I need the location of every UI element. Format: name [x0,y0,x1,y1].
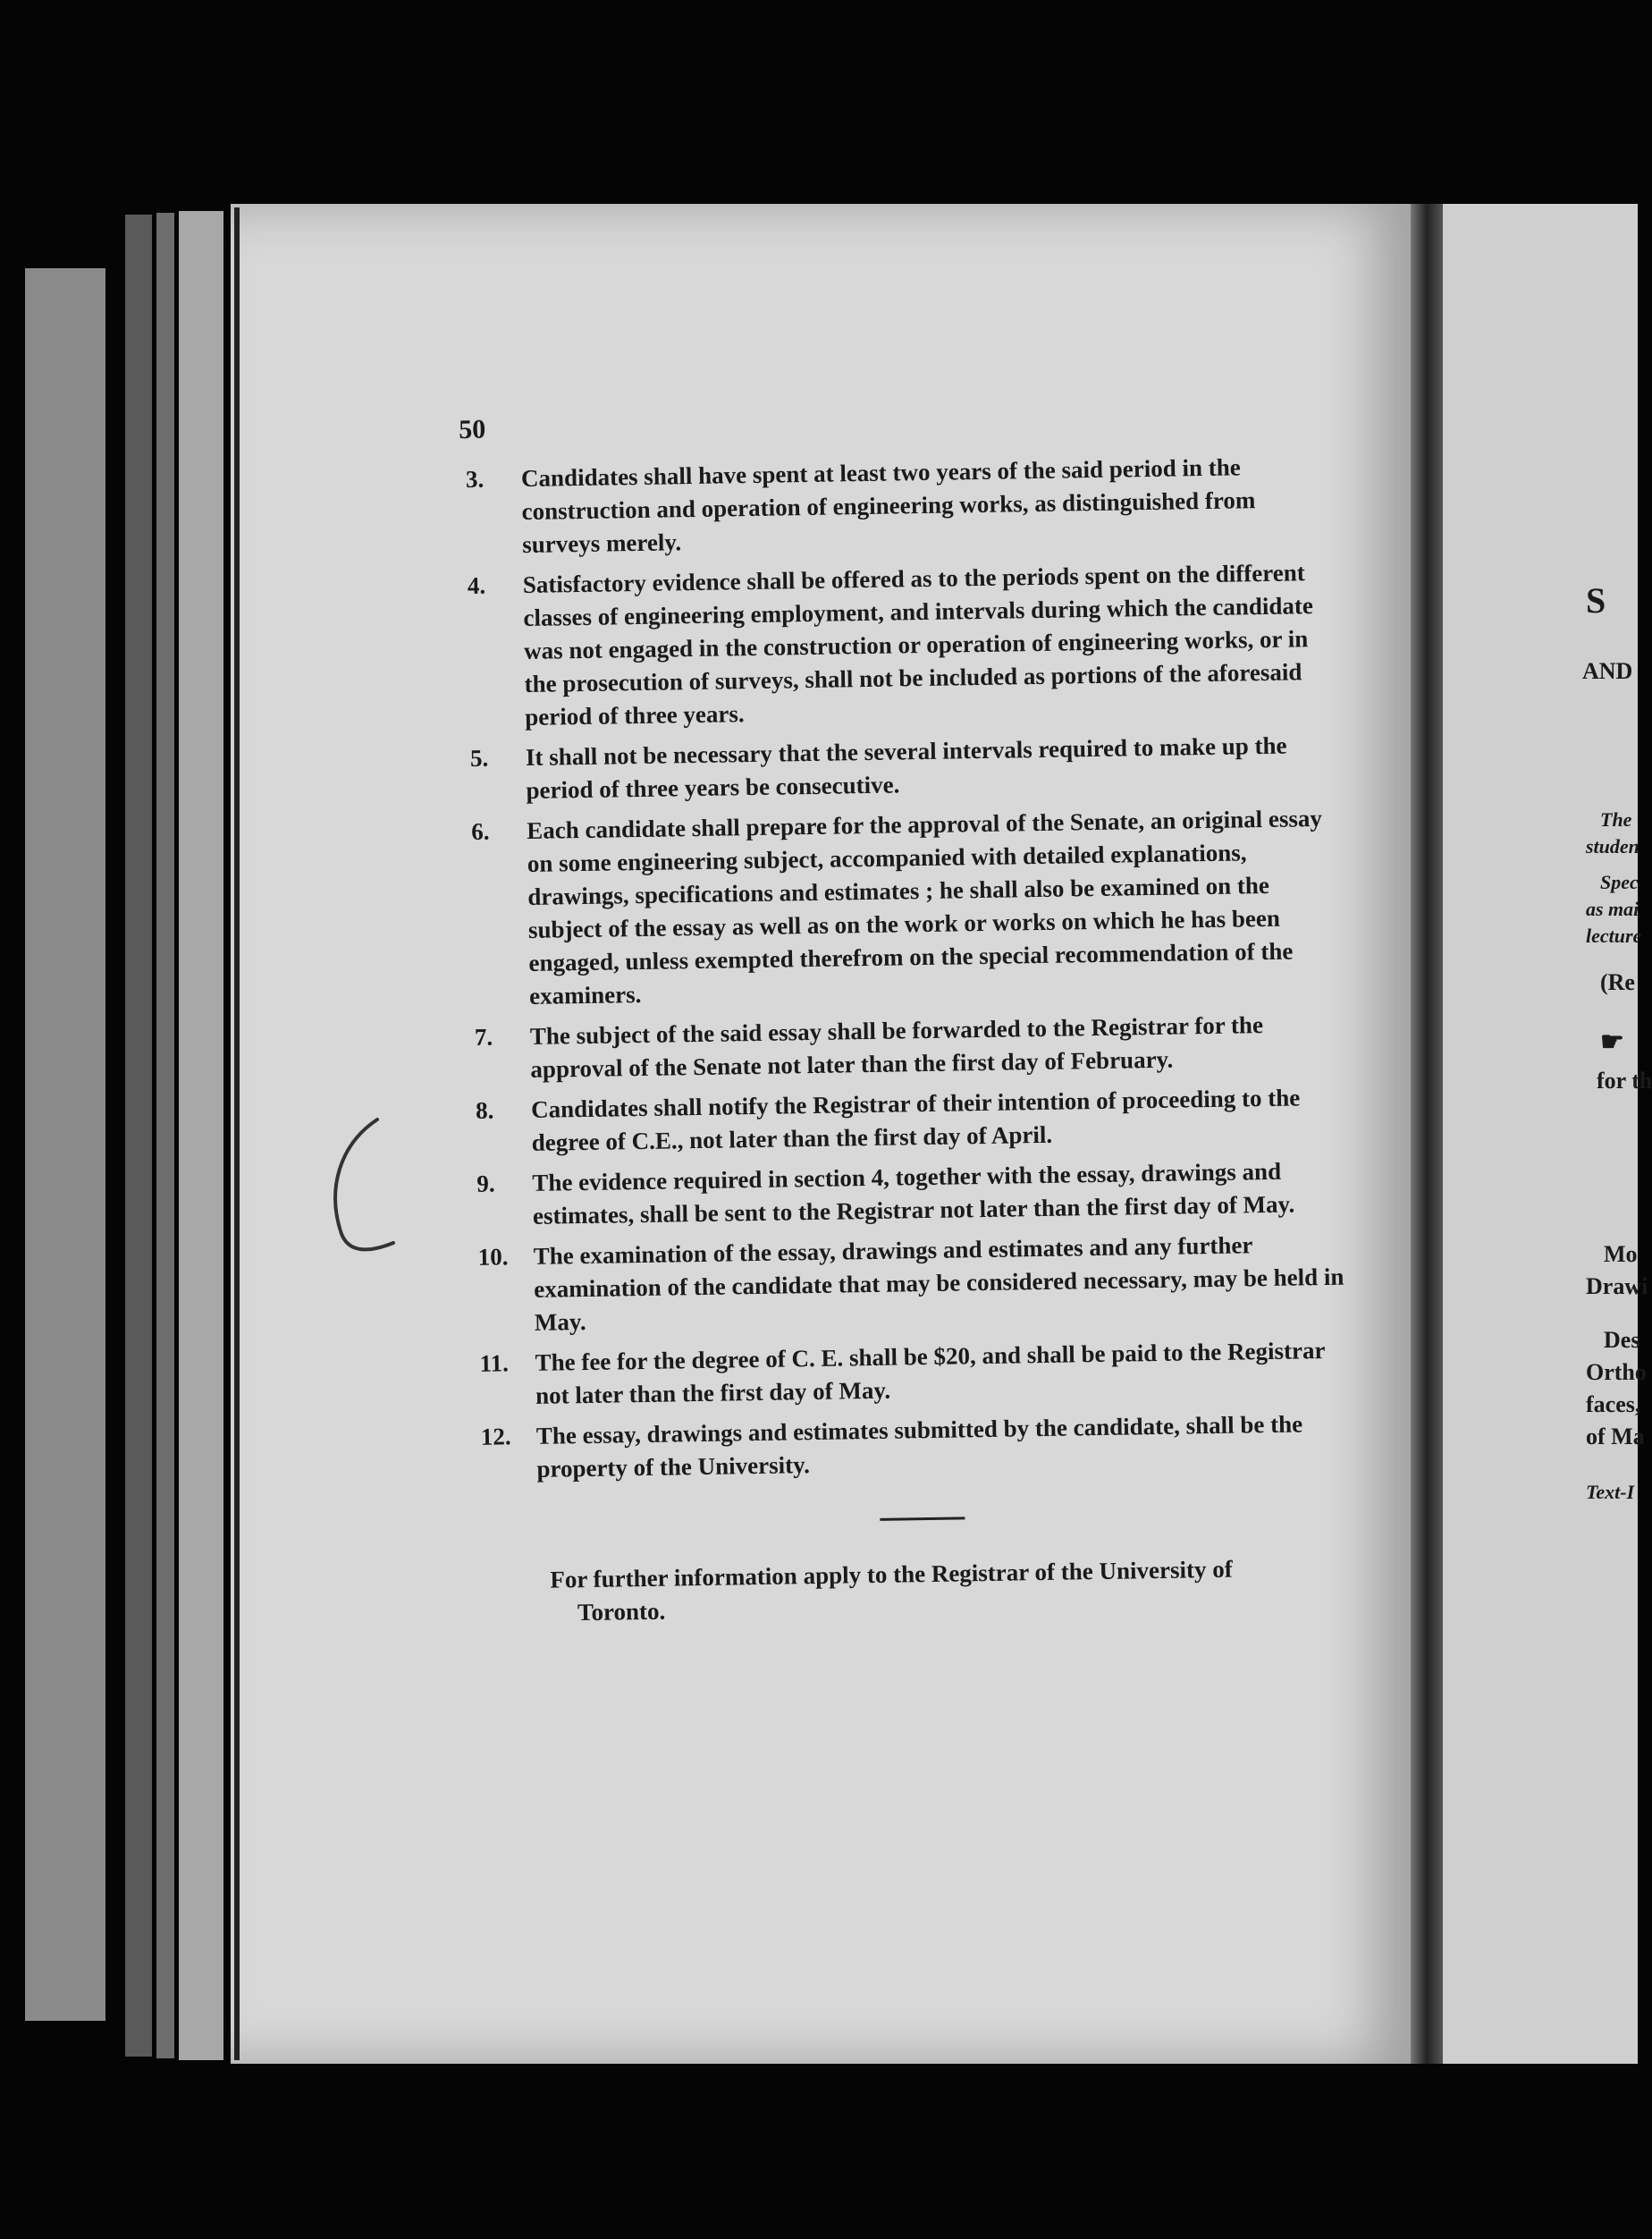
item-number: 9. [476,1170,495,1197]
facing-text-fragment: (Re [1600,969,1635,995]
page-number: 50 [458,414,486,445]
list-item [477,1228,1346,1340]
page-stack-edge [125,215,152,2057]
item-number: 5. [469,744,489,772]
item-number: 11. [479,1349,510,1377]
facing-text-fragment: studen [1586,835,1639,858]
list-item [476,1081,1344,1161]
item-text: The essay, drawings and estimates submitted by the candidate, shall be the property of the University. [535,1410,1303,1483]
facing-text-fragment: lecture [1586,925,1642,947]
facing-text-fragment: of Ma [1586,1424,1645,1449]
facing-page-fragment: S AND The studen Spec as mai lecture (Re ☛ for th Mo Drawi Des Ortho faces, of Ma Text-I [1443,204,1638,2064]
handwritten-bracket-mark [322,1109,402,1270]
item-text: The examination of the essay, drawings and estimates and any further examination of the candidate that may be considered necessary, may be held in May. [533,1231,1344,1336]
facing-text-fragment: as mai [1586,898,1639,920]
list-item [479,1334,1347,1414]
item-number: 10. [477,1243,509,1271]
facing-text-fragment: Mo [1604,1241,1638,1267]
page-stack-edge [179,211,223,2060]
item-number: 4. [467,571,486,599]
list-item [471,802,1341,1014]
item-number: 7. [474,1023,493,1051]
facing-text-fragment: AND [1582,658,1633,684]
item-text: It shall not be necessary that the several intervals required to make up the period of three years be consecutive. [525,731,1287,804]
item-text: The subject of the said essay shall be forwarded to the Registrar for the approval of the Senate not later than the first day of February. [529,1011,1264,1083]
facing-text-fragment: Spec [1600,871,1639,893]
section-divider [880,1517,965,1520]
item-text: The fee for the degree of C. E. shall be $20, and shall be paid to the Registrar not later than the first day of May. [535,1337,1326,1409]
page-stack-edge [25,268,105,2021]
facing-text-fragment: faces, [1586,1391,1641,1417]
item-text: Satisfactory evidence shall be offered as to the periods spent on the different classes of engineering employment, and intervals during which the candidate was not engaged in the construction or operation of engineering works, or in the prosecution of surveys, shall not be included as portions of the aforesaid period of three years. [522,559,1314,731]
book-spine [1411,204,1443,2064]
item-number: 6. [470,817,490,845]
list-item [466,450,1335,562]
list-item [481,1407,1349,1487]
item-text: Each candidate shall prepare for the approval of the Senate, an original essay on some engineering subject, accompanied with detailed explanations, drawings, specifications and estimates ; he shall also be examined on the subject of the essay as well as on the work or works on which he has been engaged, unless exempted therefrom on the special recommendation of the examiners. [526,804,1323,1010]
item-number: 12. [480,1423,511,1450]
item-text: The evidence required in section 4, together with the essay, drawings and estimates, shall be sent to the Registrar not later than the first day of May. [532,1157,1295,1229]
further-information [483,1551,1351,1631]
further-info-line: Toronto. [577,1597,666,1626]
facing-text-fragment: Drawi [1586,1273,1648,1299]
list-item [468,556,1337,735]
list-item [470,729,1338,808]
further-info-line: For further information apply to the Registrar of the University of [550,1555,1233,1593]
hand-pointer-icon: ☛ [1600,1027,1624,1057]
page-stack-edge [156,213,174,2058]
list-item [476,1154,1344,1234]
item-number: 3. [465,465,485,493]
facing-text-fragment: Text-I [1586,1481,1635,1503]
list-item [475,1008,1343,1087]
regulations-list [466,450,1349,1487]
facing-text-fragment: for th [1597,1068,1652,1094]
item-text: Candidates shall have spent at least two years of the said period in the construction and operation of engineering works, as distinguished from surveys merely. [520,453,1256,559]
facing-text-fragment: Des [1604,1327,1640,1353]
facing-text-fragment: Ortho [1586,1359,1647,1385]
item-text: Candidates shall notify the Registrar of their intention of proceeding to the degree of C.E., not later than the first day of April. [530,1084,1301,1156]
page-edge-line [234,207,240,2060]
facing-text-fragment: The [1600,808,1632,831]
item-number: 8. [475,1096,494,1124]
page-content [458,407,1351,1631]
